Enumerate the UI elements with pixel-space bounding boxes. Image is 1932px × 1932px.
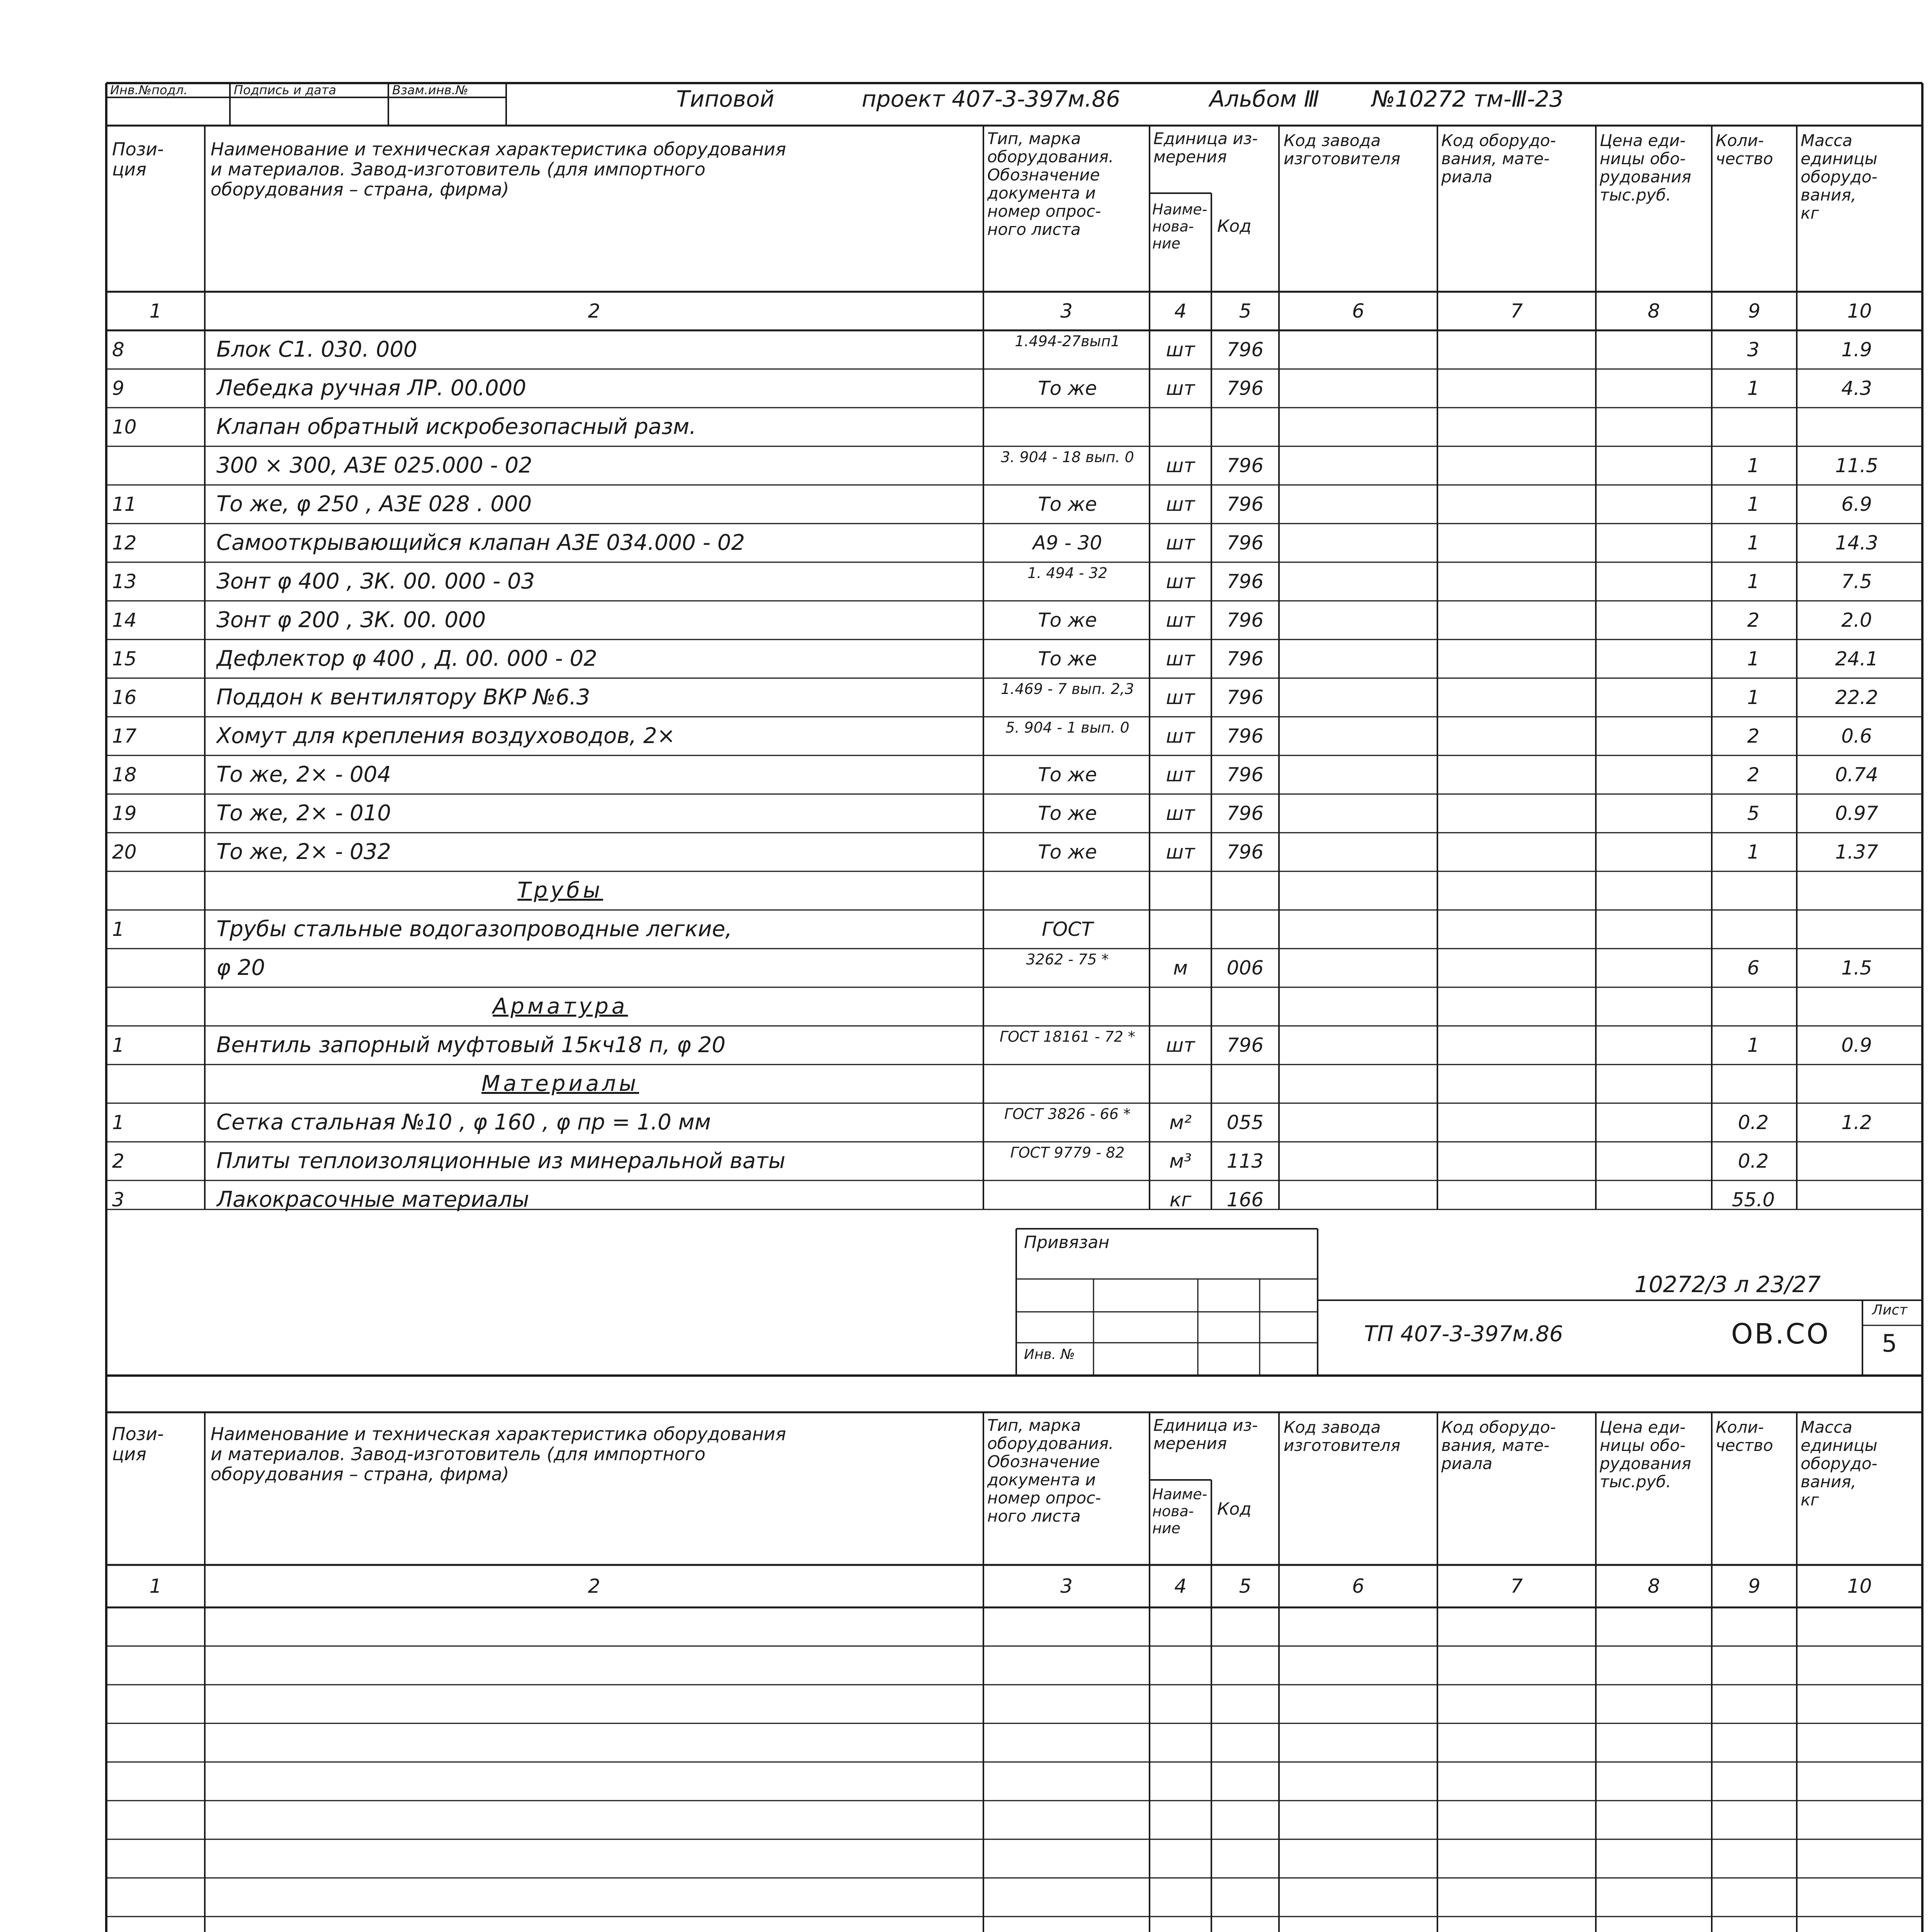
stamp-sheet-number: 5: [1882, 1329, 1897, 1357]
row-type: [987, 987, 1148, 1026]
row-quantity: 5: [1747, 802, 1760, 825]
row-quantity: 6: [1747, 957, 1760, 979]
row-mass: [1797, 987, 1917, 1026]
header-price: Цена еди- ницы обо- рудования тыс.руб.: [1600, 131, 1691, 204]
row-name: Материалы: [481, 1071, 639, 1096]
row-type: А9 - 30: [1032, 532, 1102, 554]
header-unit: Единица из- мерения: [1153, 1416, 1258, 1453]
row-unit: шт: [1166, 764, 1195, 786]
row-quantity: 1: [1747, 648, 1760, 670]
row-unit-code: 796: [1226, 802, 1264, 825]
row-unit: кг: [1169, 1189, 1192, 1211]
row-mass: 1.9: [1841, 338, 1872, 361]
col-number: 10: [1847, 1575, 1872, 1597]
row-unit-code: 796: [1226, 648, 1264, 670]
row-type: То же: [1038, 802, 1097, 825]
row-type: То же: [1038, 609, 1097, 631]
row-unit-code: 055: [1226, 1111, 1264, 1134]
row-unit: шт: [1166, 570, 1195, 593]
row-name: То же, 2× - 010: [216, 801, 391, 826]
handwritten-sheet-ref: 10272/3 л 23/27: [1634, 1271, 1821, 1298]
row-unit-code: [1211, 871, 1279, 910]
header-equipment-code: Код оборудо- вания, мате- риала: [1441, 131, 1556, 186]
col-number: 10: [1847, 300, 1872, 322]
row-unit: шт: [1166, 493, 1195, 515]
row-type: То же: [1038, 841, 1097, 863]
stamp-replace-label: Взам.инв.№: [392, 83, 468, 97]
row-quantity: 0.2: [1738, 1111, 1769, 1134]
row-unit: м: [1173, 957, 1188, 979]
title-album: Альбом Ⅲ: [1209, 86, 1320, 112]
row-quantity: 0.2: [1738, 1150, 1769, 1172]
row-quantity: 55.0: [1731, 1189, 1775, 1211]
header-plant-code: Код завода изготовителя: [1284, 1418, 1401, 1455]
row-mass: [1797, 408, 1917, 446]
row-name: φ 20: [216, 955, 265, 980]
row-position: [112, 1065, 203, 1103]
row-name: То же, 2× - 032: [216, 839, 391, 864]
header-name: Наименование и техническая характеристика оборудования и материалов. Завод-изготовитель (для импортного оборудования – страна, фирма): [211, 1424, 786, 1485]
row-name: Лакокрасочные материалы: [216, 1187, 529, 1212]
row-unit: [1150, 871, 1211, 910]
row-name: Лебедка ручная ЛР. 00.000: [216, 376, 526, 401]
row-unit-code: 796: [1226, 1034, 1264, 1056]
row-unit: м²: [1169, 1111, 1192, 1134]
row-name: Клапан обратный искробезопасный разм.: [216, 414, 696, 439]
col-number: 7: [1510, 300, 1523, 322]
row-type: То же: [1038, 493, 1097, 515]
row-unit-code: 006: [1226, 957, 1264, 979]
row-position: 14: [112, 609, 137, 631]
header-plant-code: Код завода изготовителя: [1284, 131, 1401, 168]
row-unit: шт: [1166, 454, 1195, 477]
row-quantity: 2: [1747, 609, 1760, 631]
row-quantity: 1: [1747, 570, 1760, 593]
row-unit: шт: [1166, 377, 1195, 400]
row-name: Поддон к вентилятору ВКР №6.3: [216, 685, 590, 710]
row-unit-code: 796: [1226, 841, 1264, 863]
header-type: Тип, марка оборудования. Обозначение документа и номер опрос- ного листа: [987, 1416, 1114, 1526]
col-number: 5: [1239, 1575, 1252, 1597]
row-name: Зонт φ 200 , ЗК. 00. 000: [216, 607, 486, 633]
row-mass: 0.97: [1835, 802, 1878, 825]
row-type: 1.494-27вып1: [1015, 333, 1120, 350]
row-mass: 7.5: [1841, 570, 1872, 593]
row-name: Арматура: [492, 994, 628, 1019]
stamp-document-code: ОВ.СО: [1731, 1318, 1830, 1350]
row-unit-code: [1211, 910, 1279, 949]
row-type: 5. 904 - 1 вып. 0: [1005, 719, 1129, 736]
row-position: 1: [112, 918, 124, 940]
row-position: 19: [112, 802, 137, 825]
row-name: Блок С1. 030. 000: [216, 337, 417, 362]
stamp-project-code: ТП 407-3-397м.86: [1364, 1321, 1563, 1347]
row-unit: шт: [1166, 1034, 1195, 1056]
row-unit-code: 796: [1226, 532, 1264, 554]
row-unit: шт: [1166, 802, 1195, 825]
row-quantity: 1: [1747, 841, 1760, 863]
row-position: [112, 987, 203, 1026]
header-position: Пози- ция: [112, 1424, 164, 1464]
row-unit: шт: [1166, 686, 1195, 709]
row-mass: [1797, 1065, 1917, 1103]
row-position: 10: [112, 416, 137, 438]
row-name: Дефлектор φ 400 , Д. 00. 000 - 02: [216, 646, 597, 671]
row-type: 3. 904 - 18 вып. 0: [1001, 449, 1134, 466]
col-number: 3: [1060, 1575, 1073, 1597]
row-name: Зонт φ 400 , ЗК. 00. 000 - 03: [216, 569, 535, 594]
row-type: ГОСТ 18161 - 72 *: [999, 1028, 1136, 1045]
row-quantity: 1: [1747, 454, 1760, 477]
row-position: 18: [112, 764, 137, 786]
row-quantity: [1712, 871, 1795, 910]
row-name: То же, 2× - 004: [216, 762, 391, 787]
stamp-signature-label: Подпись и дата: [234, 83, 337, 97]
row-type: 1. 494 - 32: [1027, 565, 1108, 582]
header-equipment-code: Код оборудо- вания, мате- риала: [1441, 1418, 1556, 1473]
row-type: 1.469 - 7 вып. 2,3: [1001, 680, 1134, 697]
row-quantity: [1712, 408, 1795, 446]
header-type: Тип, марка оборудования. Обозначение документа и номер опрос- ного листа: [987, 129, 1114, 239]
row-unit-code: [1211, 1065, 1279, 1103]
row-unit: [1150, 408, 1211, 446]
row-unit-code: 796: [1226, 686, 1264, 709]
header-quantity: Коли- чество: [1716, 1418, 1773, 1455]
row-unit-code: [1211, 987, 1279, 1026]
row-mass: 0.9: [1841, 1034, 1872, 1056]
row-unit-code: 796: [1226, 454, 1264, 477]
col-number: 2: [588, 300, 600, 322]
stamp-attached-label: Привязан: [1024, 1233, 1110, 1252]
col-number: 1: [149, 1575, 162, 1597]
stamp-inv-label: Инв.№подл.: [110, 83, 188, 97]
row-quantity: 1: [1747, 686, 1760, 709]
row-mass: [1797, 910, 1917, 949]
row-position: 1: [112, 1111, 124, 1134]
row-position: 16: [112, 686, 137, 709]
row-quantity: 2: [1747, 725, 1760, 747]
row-unit: шт: [1166, 725, 1195, 747]
row-name: Самооткрывающийся клапан А3Е 034.000 - 02: [216, 530, 745, 555]
row-position: 9: [112, 377, 124, 400]
row-name: То же, φ 250 , А3Е 028 . 000: [216, 492, 532, 517]
col-number: 6: [1352, 1575, 1364, 1597]
row-name: Вентиль запорный муфтовый 15кч18 п, φ 20: [216, 1032, 726, 1058]
row-type: То же: [1038, 648, 1097, 670]
title-number: №10272 тм-Ⅲ-23: [1372, 86, 1564, 112]
row-type: ГОСТ 9779 - 82: [1010, 1144, 1125, 1161]
row-name: Плиты теплоизоляционные из минеральной ваты: [216, 1148, 786, 1173]
row-type: [987, 871, 1148, 910]
col-number: 9: [1748, 300, 1760, 322]
header-mass: Масса единицы оборудо- вания, кг: [1801, 131, 1878, 223]
header-unit-code: Код: [1217, 1499, 1252, 1519]
row-position: 11: [112, 493, 137, 515]
row-position: 12: [112, 532, 137, 554]
col-number: 7: [1510, 1575, 1523, 1597]
row-name: Трубы стальные водогазопроводные легкие,: [216, 917, 732, 942]
row-mass: 4.3: [1841, 377, 1872, 400]
header-mass: Масса единицы оборудо- вания, кг: [1801, 1418, 1878, 1509]
row-position: 1: [112, 1034, 124, 1056]
header-unit-name: Наиме- нова- ние: [1152, 1486, 1208, 1537]
row-unit: шт: [1166, 532, 1195, 554]
row-unit: шт: [1166, 648, 1195, 670]
row-quantity: [1712, 1065, 1795, 1103]
row-type: То же: [1038, 377, 1097, 400]
row-mass: 0.74: [1835, 764, 1878, 786]
row-quantity: 1: [1747, 532, 1760, 554]
header-unit: Единица из- мерения: [1153, 129, 1258, 166]
row-position: 8: [112, 338, 124, 361]
row-mass: 14.3: [1835, 532, 1878, 554]
row-mass: 1.37: [1835, 841, 1878, 863]
row-mass: 6.9: [1841, 493, 1872, 515]
row-unit: [1150, 910, 1211, 949]
row-unit-code: 796: [1226, 764, 1264, 786]
row-unit-code: 113: [1226, 1150, 1264, 1172]
row-mass: [1797, 1142, 1917, 1180]
title-project: проект 407-3-397м.86: [862, 86, 1121, 112]
col-number: 8: [1648, 1575, 1660, 1597]
row-type: [987, 408, 1148, 446]
row-quantity: 1: [1747, 1034, 1760, 1056]
row-quantity: 1: [1747, 493, 1760, 515]
row-type: [987, 1180, 1148, 1219]
row-unit-code: 166: [1226, 1189, 1264, 1211]
header-quantity: Коли- чество: [1716, 131, 1773, 168]
header-name: Наименование и техническая характеристика оборудования и материалов. Завод-изготовитель (для импортного оборудования – страна, фирма): [211, 139, 786, 200]
row-unit: шт: [1166, 338, 1195, 361]
row-name: Хомут для крепления воздуховодов, 2×: [216, 723, 675, 748]
col-number: 2: [588, 1575, 600, 1597]
row-quantity: 3: [1747, 338, 1760, 361]
row-mass: 0.6: [1841, 725, 1872, 747]
row-type: 3262 - 75 *: [1026, 951, 1109, 968]
row-unit-code: 796: [1226, 377, 1264, 400]
stamp-sheet-label: Лист: [1872, 1302, 1908, 1318]
row-position: 20: [112, 841, 137, 863]
row-mass: [1797, 871, 1917, 910]
header-unit-code: Код: [1217, 216, 1252, 236]
row-unit-code: 796: [1226, 570, 1264, 593]
row-unit-code: 796: [1226, 493, 1264, 515]
row-quantity: [1712, 910, 1795, 949]
row-unit: [1150, 987, 1211, 1026]
row-position: 17: [112, 725, 137, 747]
row-unit-code: [1211, 408, 1279, 446]
row-position: [112, 949, 203, 987]
row-type: ГОСТ: [1042, 918, 1093, 940]
row-unit: м³: [1169, 1150, 1192, 1172]
row-unit: шт: [1166, 609, 1195, 631]
row-mass: 1.5: [1841, 957, 1872, 979]
row-position: 13: [112, 570, 137, 593]
row-position: 15: [112, 648, 137, 670]
row-unit: шт: [1166, 841, 1195, 863]
row-mass: [1797, 1180, 1917, 1219]
col-number: 1: [149, 300, 162, 322]
row-type: ГОСТ 3826 - 66 *: [1004, 1105, 1131, 1122]
row-unit-code: 796: [1226, 338, 1264, 361]
row-mass: 1.2: [1841, 1111, 1872, 1134]
header-position: Пози- ция: [112, 139, 164, 180]
col-number: 9: [1748, 1575, 1760, 1597]
row-quantity: 2: [1747, 764, 1760, 786]
row-name: Сетка стальная №10 , φ 160 , φ пр = 1.0 мм: [216, 1110, 711, 1135]
row-type: [987, 1065, 1148, 1103]
header-unit-name: Наиме- нова- ние: [1152, 201, 1208, 252]
col-number: 8: [1648, 300, 1660, 322]
row-position: 3: [112, 1189, 124, 1211]
title-typical: Типовой: [676, 86, 774, 112]
row-unit-code: 796: [1226, 725, 1264, 747]
row-name: Трубы: [517, 878, 603, 903]
stamp-inv-number-label: Инв. №: [1024, 1347, 1075, 1362]
row-mass: 24.1: [1835, 648, 1878, 670]
row-mass: 11.5: [1835, 454, 1878, 477]
col-number: 3: [1060, 300, 1073, 322]
row-position: 2: [112, 1150, 124, 1172]
col-number: 5: [1239, 300, 1252, 322]
row-unit-code: 796: [1226, 609, 1264, 631]
header-price: Цена еди- ницы обо- рудования тыс.руб.: [1600, 1418, 1691, 1491]
col-number: 4: [1174, 300, 1187, 322]
row-quantity: 1: [1747, 377, 1760, 400]
col-number: 4: [1174, 1575, 1187, 1597]
row-position: [112, 446, 203, 485]
row-type: То же: [1038, 764, 1097, 786]
col-number: 6: [1352, 300, 1364, 322]
row-unit: [1150, 1065, 1211, 1103]
row-mass: 22.2: [1835, 686, 1878, 709]
row-quantity: [1712, 987, 1795, 1026]
row-position: [112, 871, 203, 910]
row-mass: 2.0: [1841, 609, 1872, 631]
row-name: 300 × 300, А3Е 025.000 - 02: [216, 453, 532, 478]
